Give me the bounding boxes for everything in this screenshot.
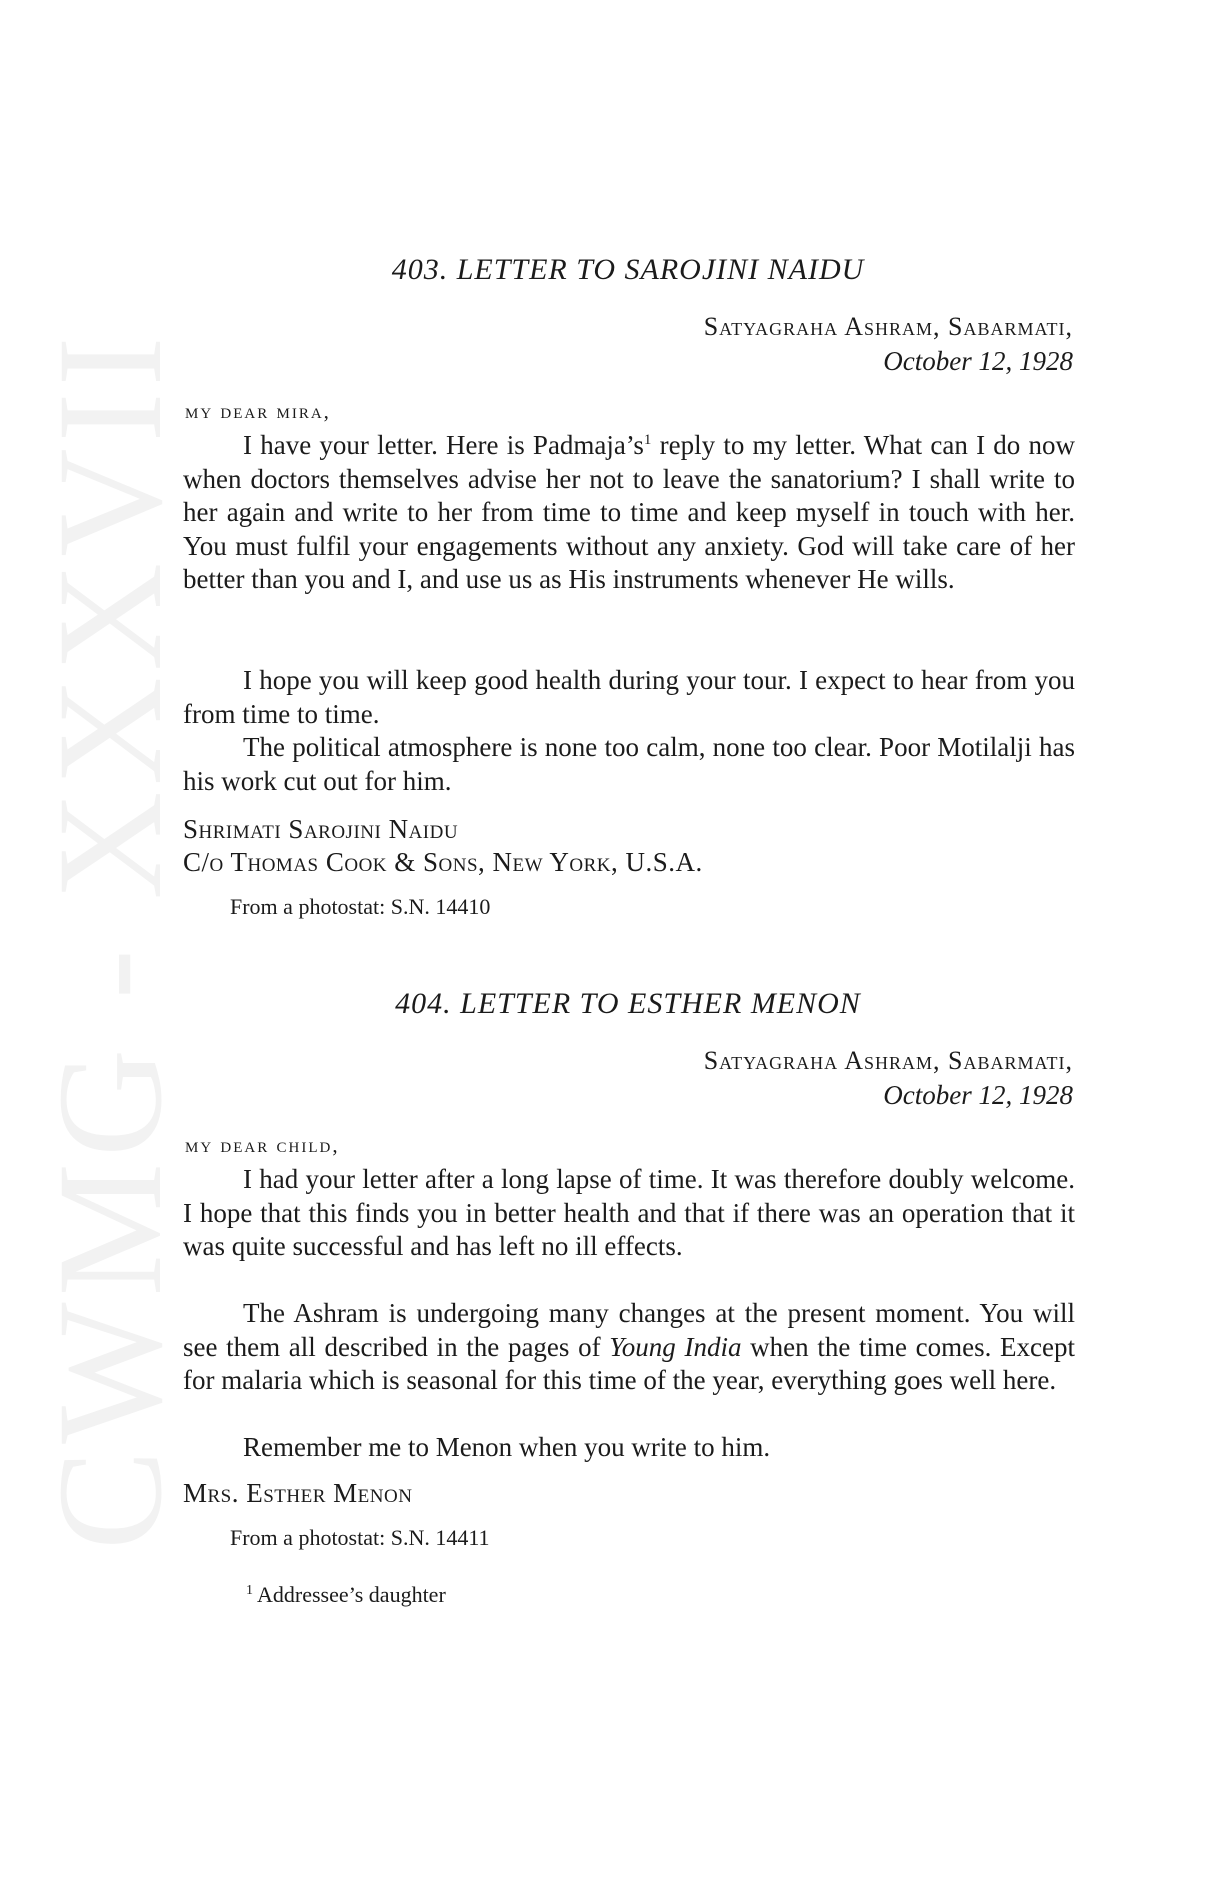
letter-403-address: Satyagraha Ashram, Sabarmati, bbox=[703, 312, 1073, 341]
letter-404-p2-text-b: when the time comes. Except for malaria which is seasonal for this time of the year, everything goes well here. bbox=[183, 1331, 1076, 1395]
letter-404-paragraph-1: I had your letter after a long lapse of time. It was therefore doubly welcome. I hope that this finds you in better health and that if there was an operation that it was quite successful and has left no ill effects. bbox=[183, 1164, 1075, 1261]
letter-404-address: Satyagraha Ashram, Sabarmati, bbox=[703, 1046, 1073, 1075]
watermark-cwmg: CWMG - XXXVII bbox=[27, 330, 193, 1550]
letter-404-paragraph-3: Remember me to Menon when you write to him. bbox=[243, 1432, 771, 1462]
letter-403-date: October 12, 1928 bbox=[883, 346, 1073, 376]
young-india-title: Young India bbox=[609, 1331, 742, 1362]
letter-403-paragraph-3: The political atmosphere is none too calm, none too clear. Poor Motilalji has his work cut out for him. bbox=[183, 732, 1075, 796]
letter-404-p2-text-a: The Ashram is undergoing many changes at the present moment. You will see them all described in the pages of bbox=[183, 1298, 1075, 1362]
letter-403-p1-text-b: reply to my letter. What can I do now when doctors themselves advise her not to leave the sanatorium? I shall write to her again and write to her from time to time and keep myself in touch with her. You must fulfil your engagements without any anxiety. God will take care of her better than you and I, and use us as His instruments whenever He wills. bbox=[183, 430, 1075, 594]
letter-403-heading: 403. LETTER TO SAROJINI NAIDU bbox=[391, 253, 865, 286]
letter-403-source: From a photostat: S.N. 14410 bbox=[230, 894, 491, 919]
letter-404-date: October 12, 1928 bbox=[883, 1080, 1073, 1110]
letter-403-paragraph-1 bbox=[183, 429, 1075, 597]
letter-403-p1-text-a: I have your letter. Here is Padmaja’s bbox=[243, 430, 644, 460]
footnote bbox=[246, 1580, 446, 1610]
letter-403-salutation: my dear mira, bbox=[185, 399, 331, 423]
letter-404-paragraph-2 bbox=[183, 1297, 1075, 1398]
letter-403-addressee-address: C/o Thomas Cook & Sons, New York, U.S.A. bbox=[183, 847, 703, 877]
letter-404-addressee: Mrs. Esther Menon bbox=[183, 1478, 413, 1508]
letter-404-source: From a photostat: S.N. 14411 bbox=[230, 1525, 490, 1550]
letter-404-salutation: my dear child, bbox=[185, 1133, 340, 1157]
letter-404-heading: 404. LETTER TO ESTHER MENON bbox=[395, 987, 861, 1020]
letter-403-addressee-name: Shrimati Sarojini Naidu bbox=[183, 814, 459, 844]
footnote-text: Addressee’s daughter bbox=[257, 1582, 446, 1607]
footnote-marker-ref: 1 bbox=[643, 432, 652, 448]
letter-403-paragraph-2: I hope you will keep good health during your tour. I expect to hear from you from time to time. bbox=[183, 665, 1075, 729]
footnote-marker: 1 bbox=[246, 1583, 253, 1598]
